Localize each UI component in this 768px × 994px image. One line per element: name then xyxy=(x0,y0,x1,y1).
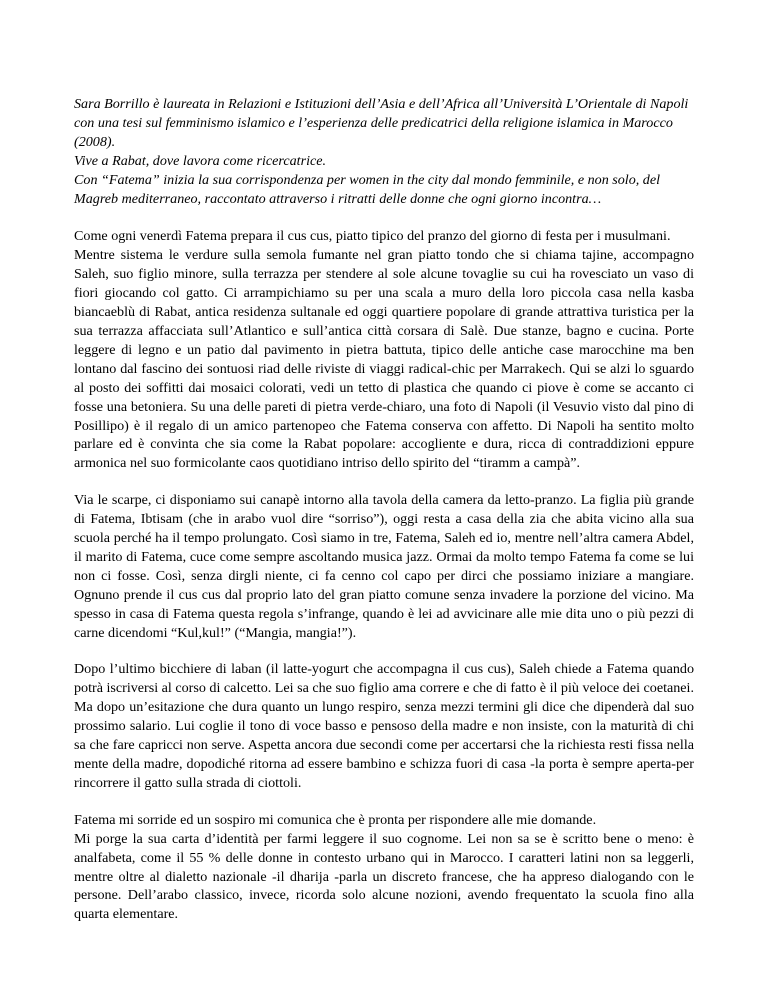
paragraph-line: Dopo l’ultimo bicchiere di laban (il latte-yogurt che accompagna il cus cus), Saleh chiede a Fatema quando potrà iscriversi al corso di calcetto. Lei sa che suo figlio ama correre e che di fatto è il più veloce dei coetanei. Ma dopo un’esitazione che dura quanto un lungo respiro, senza mezzi termini gli dice che dipenderà dal suo prossimo salario. Lui coglie il tono di voce basso e pensoso della madre e non insiste, con la maturità di chi sa che fare capricci non serve. Aspetta ancora due secondi come per accertarsi che la richiesta resti fissa nella mente della madre, dopodiché ritorna ad essere bambino e schizza fuori di casa -la porta è sempre aperta-per rincorrere il gatto sulla strada di ciottoli. xyxy=(74,661,694,791)
paragraph-2 xyxy=(74,491,694,642)
paragraph-line: Mentre sistema le verdure sulla semola fumante nel gran piatto tondo che si chiama tajine, accompagno Saleh, suo figlio minore, sulla terrazza per stendere al sole alcune tovaglie su cui ha rovesciato un vaso di fiori giocando col gatto. Ci arrampichiamo su per una scala a muro della loro piccola casa nella kasba biancaeblù di Rabat, antica residenza sultanale ed oggi quartiere popolare di grande attrattiva turistica per la sua terrazza affacciata sull’Atlantico e sull’antica città corsara di Salè. Due stanze, bagno e cucina. Porte leggere di legno e un patio dal pavimento in pietra battuta, tipico delle antiche case marocchine ma ben lontano dal fascino dei sontuosi riad delle riviste di viaggi radical-chic per Marrakech. Qui se alzi lo sguardo al posto dei soffitti dai mosaici colorati, vedi un tetto di plastica che quando ci piove è come se accanto ci fosse una betoniera. Su una delle pareti di pietra verde-chiaro, una foto di Napoli (il Vesuvio visto dal pino di Posillipo) è il regalo di un amico partenopeo che Fatema conserva con affetto. Di Napoli ha sentito molto parlare ed è convinta che sia come la Rabat popolare: accogliente e dura, ricca di contraddizioni eppure armonica nel suo formicolante caos quotidiano intriso dello spirito del “tiramm a campà”. xyxy=(74,247,694,472)
paragraph-line: Via le scarpe, ci disponiamo sui canapè intorno alla tavola della camera da letto-pranzo. La figlia più grande di Fatema, Ibtisam (che in arabo vuol dire “sorriso”), oggi resta a casa della zia che abita vicino alla sua scuola perché ha il tempo prolungato. Così siamo in tre, Fatema, Saleh ed io, mentre nell’altra camera Abdel, il marito di Fatema, cuce come sempre ascoltando musica jazz. Ormai da molto tempo Fatema fa come se lui non ci fosse. Così, senza dirgli niente, ci fa cenno col capo per dirci che possiamo iniziare a mangiare. Ognuno prende il cus cus dal proprio lato del gran piatto comune senza invadere la porzione del vicino. Ma spesso in casa di Fatema questa regola s’infrange, quando è lei ad avvicinare alle mie dita uno o più pezzi di carne dicendomi “Kul,kul!” (“Mangia, mangia!”). xyxy=(74,492,694,641)
paragraph-line: Mi porge la sua carta d’identità per farmi leggere il suo cognome. Lei non sa se è scritto bene o meno: è analfabeta, come il 55 % delle donne in contesto urbano qui in Marocco. I caratteri latini non sa leggerli, mentre oltre al dialetto nazionale -il dharija -parla un discreto francese, che ha appreso dialogando con le persone. Dell’arabo classico, invece, ricorda solo alcune nozioni, avendo frequentato la scuola fino alla quarta elementare. xyxy=(74,830,694,923)
intro-line-column: Con “Fatema” inizia la sua corrispondenza per women in the city dal mondo femminile, e non solo, del Magreb mediterraneo, raccontato attraverso i ritratti delle donne che ogni giorno incontra… xyxy=(74,171,661,207)
document-body xyxy=(74,95,694,942)
paragraph-4 xyxy=(74,811,694,924)
paragraph-1 xyxy=(74,227,694,473)
intro-line-bio: Sara Borrillo è laureata in Relazioni e Istituzioni dell’Asia e dell’Africa all’Università L’Orientale di Napoli con una tesi sul femminismo islamico e l’esperienza delle predicatrici della religione islamica in Marocco (2008). xyxy=(74,96,689,150)
paragraph-line: Come ogni venerdì Fatema prepara il cus cus, piatto tipico del pranzo del giorno di festa per i musulmani. xyxy=(74,228,671,245)
author-intro xyxy=(74,95,694,208)
intro-line-residence: Vive a Rabat, dove lavora come ricercatrice. xyxy=(74,152,327,169)
paragraph-3 xyxy=(74,660,694,792)
paragraph-line: Fatema mi sorride ed un sospiro mi comunica che è pronta per rispondere alle mie domande. xyxy=(74,811,597,828)
